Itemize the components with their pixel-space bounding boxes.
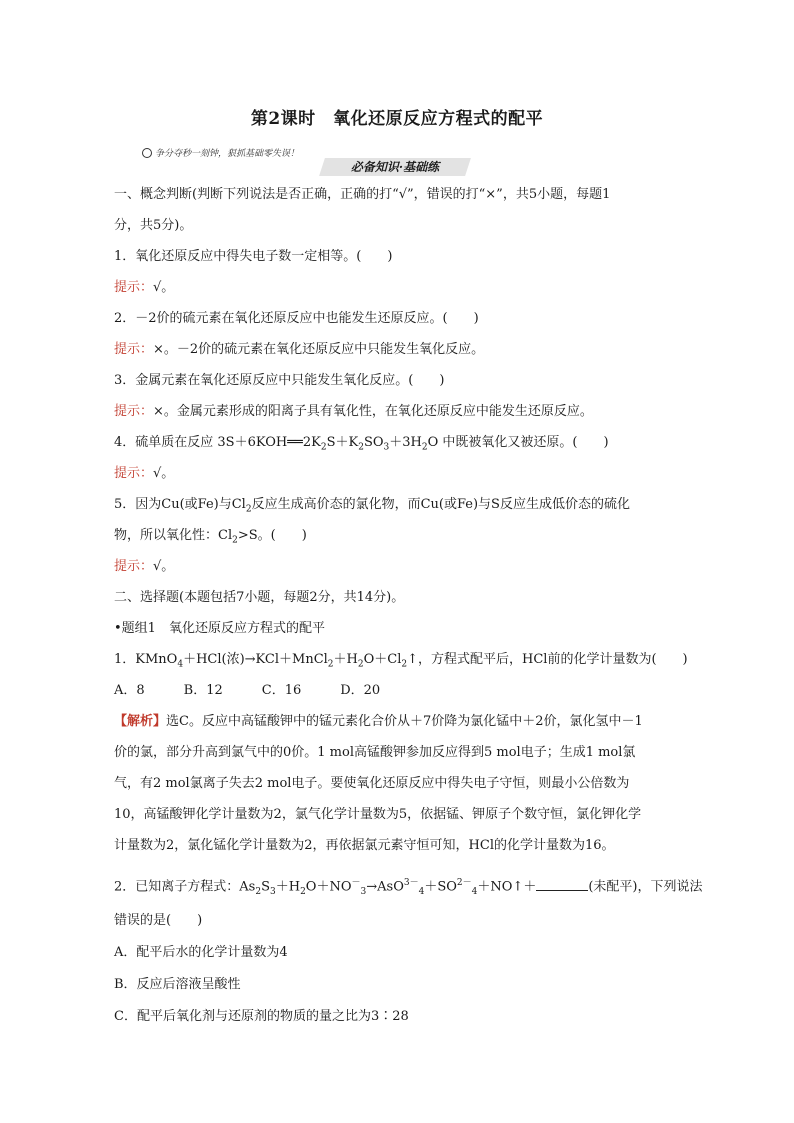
hint-5 xyxy=(114,559,174,575)
subscript: 4 xyxy=(471,886,478,897)
q-part: O＋Cl xyxy=(363,652,402,667)
hint-label: 提示： xyxy=(114,466,154,481)
choice-options-1: A．8 B．12 C．16 D．20 xyxy=(114,683,381,698)
section1-heading-line2: 分，共5分)。 xyxy=(114,218,193,233)
q-part: 2．已知离子方程式：As xyxy=(114,879,256,895)
question-1: 1．氧化还原反应中得失电子数一定相等。( ) xyxy=(114,249,393,264)
choice-question-2 xyxy=(114,875,702,900)
slogan xyxy=(142,146,299,159)
superscript: － xyxy=(351,878,361,888)
option-a: A．配平后水的化学计量数为4 xyxy=(114,945,288,960)
clock-icon xyxy=(142,148,152,158)
subscript: 2 xyxy=(357,659,364,670)
analysis-line4: 10，高锰酸钾化学计量数为2，氯气化学计量数为5，依据锰、钾原子个数守恒，氯化钾化学 xyxy=(114,807,642,822)
hint-text: ×。－2价的硫元素在氧化还原反应中只能发生氧化反应。 xyxy=(153,342,485,357)
q4-part: S＋K xyxy=(326,435,359,450)
section1-heading-line1: 一、概念判断(判断下列说法是否正确，正确的打“√”，错误的打“×”，共5小题，每题1 xyxy=(114,187,611,202)
q-part: O＋NO xyxy=(305,879,352,895)
analysis-line5: 计量数为2，氯化锰化学计量数为2，再依据氯元素守恒可知，HCl的化学计量数为16。 xyxy=(114,838,615,853)
page-title: 第2课时 氧化还原反应方程式的配平 xyxy=(250,109,544,129)
subscript: 4 xyxy=(177,659,184,670)
question-2: 2．－2价的硫元素在氧化还原反应中也能发生还原反应。( ) xyxy=(114,311,479,326)
hint-2 xyxy=(114,342,484,358)
q-part: ＋H xyxy=(275,879,301,895)
question-5-line1 xyxy=(114,497,630,518)
q-part: ＋NO↑＋ xyxy=(477,879,537,895)
q-part: ＋H xyxy=(333,652,358,667)
answer-blank xyxy=(536,878,588,891)
subscript: 3 xyxy=(383,442,390,453)
q-part: ＋SO xyxy=(424,879,457,895)
hint-text: √。 xyxy=(153,280,175,295)
q4-part: ＋3H xyxy=(389,435,422,450)
subscript: 2 xyxy=(358,442,364,453)
q5-part: 反应生成高价态的氯化物，而Cu(或Fe)与S反应生成低价态的硫化 xyxy=(251,497,630,512)
q4-part: 4．硫单质在反应 3S＋6KOH══2K xyxy=(114,435,321,450)
question-3: 3．金属元素在氧化还原反应中只能发生氧化反应。( ) xyxy=(114,373,445,388)
choice-question-2-line2: 错误的是( ) xyxy=(114,913,203,928)
hint-4 xyxy=(114,466,174,482)
hint-text: ×。金属元素形成的阳离子具有氧化性，在氧化还原反应中能发生还原反应。 xyxy=(153,404,593,419)
q5-part: 物，所以氧化性：Cl xyxy=(114,528,233,543)
analysis-line1 xyxy=(114,714,643,730)
q4-part: SO xyxy=(363,435,384,450)
question-group: •题组1 氧化还原反应方程式的配平 xyxy=(114,621,325,636)
subscript: 2 xyxy=(320,442,327,453)
subscript: 2 xyxy=(401,659,408,670)
superscript: 3－ xyxy=(403,878,419,888)
slogan-text: 争分夺秒一刻钟，狠抓基础零失误！ xyxy=(155,149,300,159)
hint-3 xyxy=(114,404,593,420)
analysis-line2: 价的氯，部分升高到氯气中的0价。1 mol高锰酸钾参加反应得到5 mol电子；生成1 mol氯 xyxy=(114,745,636,760)
q-part: 1．KMnO xyxy=(114,652,178,667)
hint-1 xyxy=(114,280,174,296)
analysis-label: 【解析】 xyxy=(114,714,167,729)
hint-text: √。 xyxy=(153,466,175,481)
subscript: 2 xyxy=(255,886,262,897)
question-4 xyxy=(114,435,609,456)
q-part: (未配平)，下列说法 xyxy=(588,879,703,895)
q-part: ＋HCl(浓)→KCl＋MnCl xyxy=(183,652,328,667)
hint-label: 提示： xyxy=(114,559,154,574)
option-c: C．配平后氧化剂与还原剂的物质的量之比为3∶28 xyxy=(114,1009,409,1024)
choice-question-1 xyxy=(114,652,688,673)
analysis-text: 选C。反应中高锰酸钾中的锰元素化合价从＋7价降为氯化锰中＋2价，氯化氢中－1 xyxy=(166,714,643,729)
subscript: 2 xyxy=(327,659,334,670)
question-5-line2 xyxy=(114,528,307,549)
q-part: S xyxy=(261,879,270,895)
q5-part: 5．因为Cu(或Fe)与Cl xyxy=(114,497,246,512)
subscript: 2 xyxy=(232,535,238,546)
option-b: B．反应后溶液呈酸性 xyxy=(114,977,241,992)
q5-part: >S。( ) xyxy=(237,528,307,543)
subscript: 4 xyxy=(418,886,425,897)
section2-heading: 二、选择题(本题包括7小题，每题2分，共14分)。 xyxy=(114,590,405,605)
section-banner: 必备知识·基础练 xyxy=(350,160,440,174)
subscript: 2 xyxy=(421,442,428,453)
subscript: 2 xyxy=(300,886,306,897)
subscript: 2 xyxy=(245,504,252,515)
superscript: 2－ xyxy=(456,878,472,888)
hint-text: √。 xyxy=(153,559,175,574)
subscript: 3 xyxy=(269,886,276,897)
hint-label: 提示： xyxy=(114,342,154,357)
q-part: →AsO xyxy=(366,879,404,895)
q-part: ↑，方程式配平后，HCl前的化学计量数为( ) xyxy=(407,652,688,667)
analysis-line3: 气，有2 mol氯离子失去2 mol电子。要使氧化还原反应中得失电子守恒，则最小公倍数为 xyxy=(114,776,630,791)
hint-label: 提示： xyxy=(114,280,154,295)
subscript: 3 xyxy=(360,886,367,897)
q4-part: O 中既被氧化又被还原。( ) xyxy=(427,435,609,450)
hint-label: 提示： xyxy=(114,404,154,419)
